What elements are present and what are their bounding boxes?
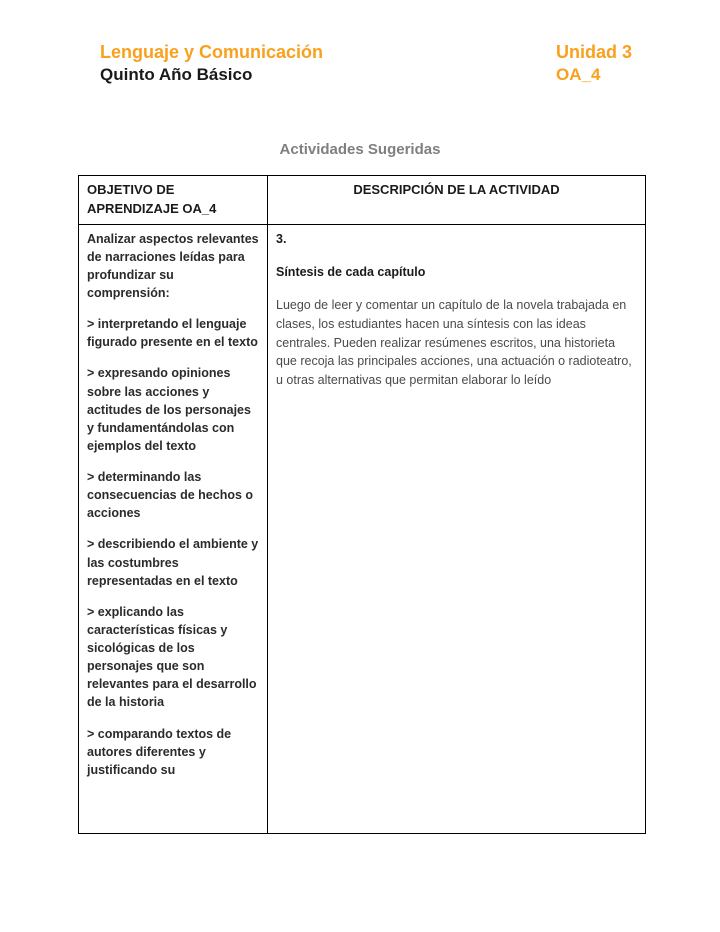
objective-bullet: > comparando textos de autores diferentes y justificando su bbox=[87, 726, 232, 777]
description-column-header: DESCRIPCIÓN DE LA ACTIVIDAD bbox=[268, 176, 646, 225]
subject-title: Lenguaje y Comunicación bbox=[100, 42, 324, 62]
header-right-block bbox=[556, 40, 632, 87]
activity-number: 3. bbox=[276, 231, 287, 246]
objective-bullet: > expresando opiniones sobre las acciones y actitudes de los personajes y fundamentándolas con ejemplos del texto bbox=[87, 366, 251, 453]
objective-bullet: > describiendo el ambiente y las costumbres representadas en el texto bbox=[87, 537, 259, 588]
table-header-row bbox=[79, 176, 646, 225]
objective-intro: Analizar aspectos relevantes de narraciones leídas para profundizar su comprensión: bbox=[87, 231, 259, 301]
unit-label: Unidad 3 bbox=[555, 42, 632, 62]
activities-table bbox=[78, 175, 646, 834]
page-title: Actividades Sugeridas bbox=[279, 141, 441, 158]
activity-title: Síntesis de cada capítulo bbox=[276, 265, 426, 280]
grade-title: Quinto Año Básico bbox=[100, 65, 253, 85]
objective-cell bbox=[79, 224, 268, 833]
activity-body-text: Luego de leer y comentar un capítulo de la novela trabajada en clases, los estudiantes hacen una síntesis con las ideas centrales. Pueden realizar resúmenes escritos, una historieta que recoja las principales acciones, una actuación o radioteatro, u otras alternativas que permitan elaborar lo leído bbox=[276, 298, 632, 388]
document-header bbox=[100, 40, 632, 87]
objective-bullet: > explicando las características físicas y sicológicas de los personajes que son relevantes para el desarrollo de la historia bbox=[87, 604, 257, 710]
table-body-row bbox=[79, 224, 646, 833]
objective-column-header: OBJETIVO DE APRENDIZAJE OA_4 bbox=[79, 176, 268, 225]
oa-code-label: OA_4 bbox=[555, 65, 601, 85]
objective-bullet: > determinando las consecuencias de hechos o acciones bbox=[87, 470, 254, 521]
objective-bullet: > interpretando el lenguaje figurado presente en el texto bbox=[87, 317, 258, 350]
header-left-block bbox=[100, 40, 323, 87]
activity-description-cell bbox=[268, 224, 646, 833]
